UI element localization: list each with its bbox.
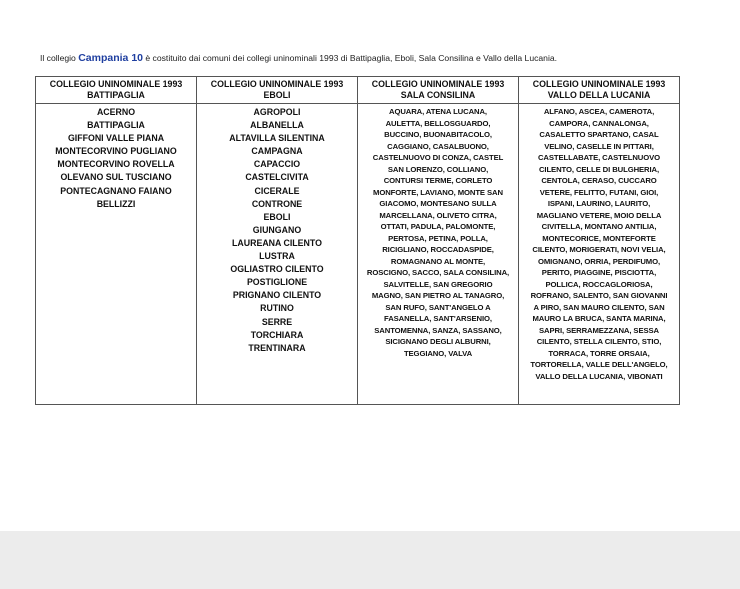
- header-vallo-della-lucania: [519, 77, 680, 104]
- municipality-line: RICIGLIANO, ROCCADASPIDE,: [382, 245, 494, 254]
- municipality-line: OTTATI, PADULA, PALOMONTE,: [380, 222, 496, 231]
- colleges-table: [35, 76, 680, 405]
- municipality-line: VETERE, FELITTO, FUTANI, GIOI,: [539, 187, 659, 197]
- municipality-line: ROSCIGNO, SACCO, SALA CONSILINA,: [366, 268, 510, 277]
- municipality-line: CIVITELLA, MONTANO ANTILIA,: [541, 222, 657, 231]
- municipality-line: CAMPORA, CANNALONGA,: [549, 118, 649, 128]
- municipality-line: LUSTRA: [259, 251, 295, 262]
- municipality-line: OLEVANO SUL TUSCIANO: [60, 172, 172, 183]
- municipality-line: MAGLIANO VETERE, MOIO DELLA: [536, 210, 662, 220]
- municipality-line: TORTORELLA, VALLE DELL'ANGELO,: [530, 360, 668, 369]
- header-title: COLLEGIO UNINOMINALE 1993: [49, 79, 183, 89]
- municipality-line: CASTELLABATE, CASTELNUOVO: [537, 153, 661, 162]
- table-header-row: [36, 77, 680, 104]
- municipality-line: FASANELLA, SANT'ARSENIO,: [384, 314, 492, 323]
- municipality-line: CICERALE: [254, 185, 300, 196]
- municipality-line: GIACOMO, MONTESANO SULLA: [379, 199, 497, 208]
- municipality-line: CAMPAGNA: [251, 146, 303, 157]
- municipality-line: TORRACA, TORRE ORSAIA,: [548, 348, 650, 358]
- intro-text-after: è costituito dai comuni dei collegi uninominali 1993 di Battipaglia, Eboli, Sala Consilina e Vallo della Lucania.: [143, 53, 558, 63]
- municipality-line: SALVITELLE, SAN GREGORIO: [383, 279, 493, 289]
- municipality-line: BATTIPAGLIA: [87, 120, 145, 131]
- municipality-line: PERITO, PIAGGINE, PISCIOTTA,: [541, 268, 657, 277]
- municipality-line: ALTAVILLA SILENTINA: [229, 133, 325, 144]
- municipality-line: ACERNO: [96, 107, 136, 117]
- intro-paragraph: [40, 52, 720, 64]
- municipality-line: CONTRONE: [251, 198, 303, 209]
- municipality-line: ROFRANO, SALENTO, SAN GIOVANNI: [530, 291, 668, 300]
- municipality-line: MARCELLANA, OLIVETO CITRA,: [379, 210, 497, 220]
- municipality-line: MONTECORVINO PUGLIANO: [55, 146, 177, 157]
- municipality-line: CAPACCIO: [253, 159, 301, 170]
- header-title: COLLEGIO UNINOMINALE 1993: [371, 79, 505, 89]
- header-sala-consilina: [358, 77, 519, 104]
- municipality-line: BUCCINO, BUONABITACOLO,: [384, 130, 492, 139]
- cell-vallo-della-lucania-municipalities: [519, 104, 680, 405]
- table-row: [36, 104, 680, 405]
- municipality-line: ISPANI, LAURINO, LAURITO,: [547, 199, 651, 208]
- municipality-line: MONFORTE, LAVIANO, MONTE SAN: [373, 187, 503, 197]
- municipality-line: SICIGNANO DEGLI ALBURNI,: [385, 337, 491, 346]
- municipality-line: AULETTA, BELLOSGUARDO,: [385, 118, 491, 128]
- municipality-line: CASTELCIVITA: [245, 172, 309, 183]
- municipality-line: POSTIGLIONE: [246, 277, 308, 288]
- municipality-line: GIUNGANO: [252, 224, 302, 235]
- municipality-line: RUTINO: [260, 303, 294, 314]
- header-college-name: SALA CONSILINA: [400, 90, 476, 100]
- municipality-line: BELLIZZI: [96, 198, 136, 209]
- municipality-line: PERTOSA, PETINA, POLLA,: [388, 233, 488, 243]
- municipality-line: CILENTO, MORIGERATI, NOVI VELIA,: [532, 245, 666, 254]
- municipality-line: AGROPOLI: [253, 107, 301, 117]
- municipality-line: PRIGNANO CILENTO: [232, 290, 322, 301]
- municipality-line: AQUARA, ATENA LUCANA,: [389, 107, 487, 116]
- municipality-line: CAGGIANO, CASALBUONO,: [387, 141, 489, 151]
- municipality-line: OMIGNANO, ORRIA, PERDIFUMO,: [537, 256, 660, 266]
- municipality-line: TEGGIANO, VALVA: [403, 348, 473, 358]
- municipality-line: POLLICA, ROCCAGLORIOSA,: [545, 279, 653, 289]
- cell-battipaglia-municipalities: [36, 104, 197, 405]
- municipality-line: MAURO LA BRUCA, SANTA MARINA,: [532, 314, 666, 323]
- municipality-line: SAPRI, SERRAMEZZANA, SESSA: [539, 325, 659, 335]
- header-college-name: EBOLI: [263, 90, 291, 100]
- municipality-line: VALLO DELLA LUCANIA, VIBONATI: [535, 371, 663, 381]
- municipality-line: EBOLI: [263, 211, 291, 222]
- municipality-line: TORCHIARA: [250, 329, 304, 340]
- municipality-line: VELINO, CASELLE IN PITTARI,: [544, 141, 654, 151]
- municipality-line: SERRE: [261, 316, 293, 327]
- intro-text-before: Il collegio: [40, 53, 79, 63]
- municipality-line: ROMAGNANO AL MONTE,: [390, 256, 486, 266]
- municipality-line: MAGNO, SAN PIETRO AL TANAGRO,: [371, 291, 505, 300]
- municipality-line: GIFFONI VALLE PIANA: [67, 133, 165, 144]
- cell-eboli-municipalities: [197, 104, 358, 405]
- municipality-line: SANTOMENNA, SANZA, SASSANO,: [374, 325, 502, 335]
- municipality-line: MONTECORVINO ROVELLA: [57, 159, 175, 170]
- header-title: COLLEGIO UNINOMINALE 1993: [532, 79, 666, 89]
- municipality-line: OGLIASTRO CILENTO: [230, 264, 324, 275]
- municipality-line: CILENTO, CELLE DI BULGHERIA,: [538, 164, 660, 174]
- header-battipaglia: [36, 77, 197, 104]
- municipality-line: ALFANO, ASCEA, CAMEROTA,: [543, 107, 655, 116]
- header-college-name: VALLO DELLA LUCANIA: [547, 90, 651, 100]
- municipality-line: SAN LORENZO, COLLIANO,: [387, 164, 489, 174]
- municipality-line: A PIRO, SAN MAURO CILENTO, SAN: [533, 302, 665, 312]
- municipality-line: LAUREANA CILENTO: [232, 237, 322, 248]
- municipality-line: PONTECAGNANO FAIANO: [60, 185, 172, 196]
- municipality-line: CENTOLA, CERASO, CUCCARO: [541, 176, 657, 185]
- cell-sala-consilina-municipalities: [358, 104, 519, 405]
- municipality-line: MONTECORICE, MONTEFORTE: [542, 233, 656, 243]
- municipality-line: ALBANELLA: [250, 120, 304, 131]
- header-eboli: [197, 77, 358, 104]
- footer-band: [0, 531, 740, 589]
- header-title: COLLEGIO UNINOMINALE 1993: [210, 79, 344, 89]
- municipality-line: SAN RUFO, SANT'ANGELO A: [385, 302, 491, 312]
- intro-highlight-campania-10: Campania 10: [78, 52, 143, 64]
- municipality-line: CASTELNUOVO DI CONZA, CASTEL: [372, 153, 504, 162]
- municipality-line: CONTURSI TERME, CORLETO: [383, 176, 493, 185]
- municipality-line: TRENTINARA: [248, 342, 306, 353]
- municipality-line: CILENTO, STELLA CILENTO, STIO,: [536, 337, 662, 346]
- header-college-name: BATTIPAGLIA: [87, 90, 145, 100]
- municipality-line: CASALETTO SPARTANO, CASAL: [539, 130, 659, 139]
